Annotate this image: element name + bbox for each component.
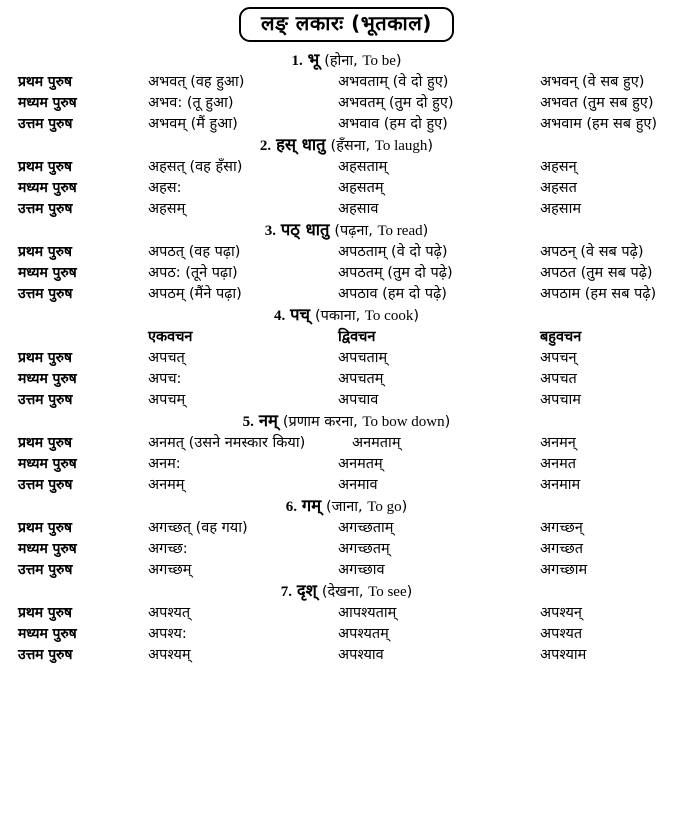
verb-form-singular: अपश्यत् [148,605,191,621]
verb-root: पच् [290,305,311,324]
verb-form-plural: अगच्छाम [540,562,588,578]
verb-form-dual: अपश्याव [338,647,384,663]
verb-form-singular: अहसत् (वह हँसा) [148,159,243,175]
verb-gloss-english: To bow down [362,414,445,430]
section-number: 7. [280,584,292,600]
page-title: लङ् लकारः (भूतकाल) [239,7,454,42]
verb-gloss-hindi: प्रणाम करना, [288,414,358,430]
person-label: प्रथम पुरुष [18,435,72,451]
verb-form-plural: अहसत [540,180,577,196]
section-heading [0,581,693,603]
table-row [0,433,693,454]
verb-gloss-hindi: देखना, [327,584,364,600]
table-row [0,263,693,284]
column-header-row [0,327,693,348]
person-label: मध्यम पुरुष [18,265,77,281]
person-label: प्रथम पुरुष [18,520,72,536]
verb-form-singular: अपचम् [148,392,186,408]
verb-form-singular: अगच्छत् (वह गया) [148,520,248,536]
verb-form-dual: अपश्यतम् [338,626,389,642]
conjugation-table [0,72,693,135]
verb-form-dual: अपठाव (हम दो पढ़े) [338,286,447,302]
verb-form-plural: अगच्छत [540,541,584,557]
verb-form-plural: अपचन् [540,350,577,366]
verb-form-plural: अपठाम (हम सब पढ़े) [540,286,657,302]
verb-form-dual: अभवाव (हम दो हुए) [338,116,448,132]
table-row [0,284,693,305]
verb-form-singular: अगच्छम् [148,562,192,578]
person-label: मध्यम पुरुष [18,456,77,472]
section-heading [0,220,693,242]
verb-form-singular: अपश्यम् [148,647,191,663]
verb-root: भू [307,50,320,69]
verb-form-singular: अभव: (तू हुआ) [148,95,234,111]
verb-form-dual: अभवताम् (वे दो हुए) [338,74,449,90]
verb-form-plural: अपठत (तुम सब पढ़े) [540,265,653,281]
table-row [0,645,693,666]
section-heading [0,50,693,72]
document-title-container [0,7,693,42]
section-heading [0,411,693,433]
verb-form-singular: अगच्छ: [148,541,188,557]
table-row [0,157,693,178]
verb-form-dual: अपचाव [338,392,379,408]
table-row [0,390,693,411]
section-number: 4. [273,308,286,324]
verb-gloss-hindi: पढ़ना, [340,223,373,239]
table-row [0,518,693,539]
verb-gloss-hindi: हँसना, [336,138,371,154]
verb-form-dual: अहसताम् [338,159,388,175]
table-row [0,539,693,560]
verb-form-dual: अपठताम् (वे दो पढ़े) [338,244,448,260]
person-label: प्रथम पुरुष [18,159,72,175]
table-row [0,199,693,220]
section-heading [0,305,693,327]
table-row [0,348,693,369]
table-row [0,624,693,645]
verb-root: गम् [301,496,322,515]
verb-root: नम् [258,411,278,430]
person-label: प्रथम पुरुष [18,350,72,366]
verb-gloss-english: To go [367,499,402,515]
conjugation-table [0,518,693,581]
table-row [0,454,693,475]
verb-root: हस् धातु [276,135,326,154]
verb-section [0,411,693,496]
verb-form-dual: अगच्छाव [338,562,385,578]
verb-form-dual: अभवतम् (तुम दो हुए) [338,95,454,111]
verb-gloss: (देखना, To see) [321,584,413,600]
verb-gloss: (जाना, To go) [326,499,408,515]
verb-form-dual: अपचताम् [338,350,388,366]
verb-section [0,50,693,135]
verb-gloss-english: To read [377,223,423,239]
person-label: मध्यम पुरुष [18,541,77,557]
conjugation-sheet [0,50,693,666]
column-header-dual: द्विवचन [338,329,376,345]
verb-form-plural: अभवत (तुम सब हुए) [540,95,654,111]
section-number: 2. [259,138,272,154]
table-row [0,560,693,581]
verb-form-singular: अपठ: (तूने पढ़ा) [148,265,238,281]
table-row [0,72,693,93]
verb-form-dual: अनमतम् [338,456,383,472]
verb-form-dual: अपठतम् (तुम दो पढ़े) [338,265,453,281]
verb-gloss-english: To cook [364,308,414,324]
verb-form-plural: अपश्याम [540,647,587,663]
verb-gloss-hindi: पकाना, [320,308,361,324]
conjugation-table [0,157,693,220]
person-label: मध्यम पुरुष [18,371,77,387]
section-number: 5. [242,414,254,430]
verb-form-singular: अपश्य: [148,626,187,642]
verb-form-singular: अहस: [148,180,182,196]
verb-form-plural: अहसाम [540,201,582,217]
person-label: प्रथम पुरुष [18,74,72,90]
verb-form-plural: अभवाम (हम सब हुए) [540,116,658,132]
verb-gloss: (पकाना, To cook) [314,308,419,324]
verb-gloss-english: To be [362,53,396,69]
verb-gloss-english: To see [368,584,407,600]
person-label: प्रथम पुरुष [18,605,72,621]
verb-form-plural: अपठन् (वे सब पढ़े) [540,244,644,260]
verb-form-plural: अहसन् [540,159,577,175]
verb-form-singular: अनमम् [148,477,185,493]
conjugation-table [0,327,693,411]
verb-form-dual: अनमाव [338,477,378,493]
verb-form-singular: अनम: [148,456,181,472]
person-label: मध्यम पुरुष [18,95,77,111]
person-label: उत्तम पुरुष [18,562,73,578]
verb-section [0,581,693,666]
conjugation-table [0,242,693,305]
verb-form-singular: अनमत् (उसने नमस्कार किया) [148,435,306,451]
table-row [0,603,693,624]
person-label: उत्तम पुरुष [18,477,73,493]
verb-root: पठ् धातु [280,220,330,239]
verb-section [0,220,693,305]
verb-form-plural: अनमन् [540,435,576,451]
verb-gloss: (पढ़ना, To read) [334,223,429,239]
verb-form-dual: अनमताम् [352,435,401,451]
verb-form-plural: अपचत [540,371,577,387]
verb-gloss: (हँसना, To laugh) [330,138,434,154]
column-header-plural: बहुवचन [540,329,582,345]
verb-form-plural: अनमत [540,456,577,472]
verb-form-dual: आपश्यताम् [338,605,397,621]
table-row [0,178,693,199]
verb-root: दृश् [296,581,317,600]
person-label: उत्तम पुरुष [18,286,73,302]
verb-gloss-hindi: जाना, [331,499,363,515]
person-label: मध्यम पुरुष [18,626,77,642]
section-number: 3. [264,223,276,239]
section-heading [0,135,693,157]
verb-form-singular: अपचत् [148,350,185,366]
conjugation-table [0,603,693,666]
verb-form-singular: अपठत् (वह पढ़ा) [148,244,241,260]
person-label: उत्तम पुरुष [18,392,73,408]
verb-form-singular: अपच: [148,371,182,387]
section-number: 6. [285,499,297,515]
verb-form-plural: अगच्छन् [540,520,583,536]
table-row [0,242,693,263]
verb-form-dual: अगच्छताम् [338,520,394,536]
verb-gloss-english: To laugh [374,138,428,154]
table-row [0,93,693,114]
person-label: मध्यम पुरुष [18,180,77,196]
column-header-singular: एकवचन [148,329,193,345]
table-row [0,475,693,496]
person-label: प्रथम पुरुष [18,244,72,260]
person-label: उत्तम पुरुष [18,201,73,217]
verb-form-plural: अपचाम [540,392,581,408]
verb-form-plural: अभवन् (वे सब हुए) [540,74,645,90]
verb-gloss: (प्रणाम करना, To bow down) [282,414,451,430]
table-row [0,369,693,390]
verb-form-dual: अहसतम् [338,180,384,196]
verb-gloss-hindi: होना, [329,53,358,69]
verb-form-singular: अभवत् (वह हुआ) [148,74,245,90]
verb-gloss: (होना, To be) [324,53,402,69]
verb-form-singular: अभवम् (मैं हुआ) [148,116,238,132]
verb-form-dual: अपचतम् [338,371,384,387]
section-heading [0,496,693,518]
section-number: 1. [291,53,303,69]
person-label: उत्तम पुरुष [18,116,73,132]
conjugation-table [0,433,693,496]
verb-form-dual: अहसाव [338,201,379,217]
verb-form-plural: अपश्यन् [540,605,582,621]
verb-form-plural: अपश्यत [540,626,583,642]
verb-form-singular: अहसम् [148,201,186,217]
verb-section [0,135,693,220]
verb-section [0,305,693,411]
person-label: उत्तम पुरुष [18,647,73,663]
verb-form-plural: अनमाम [540,477,581,493]
verb-form-dual: अगच्छतम् [338,541,390,557]
verb-section [0,496,693,581]
verb-form-singular: अपठम् (मैंने पढ़ा) [148,286,242,302]
table-row [0,114,693,135]
